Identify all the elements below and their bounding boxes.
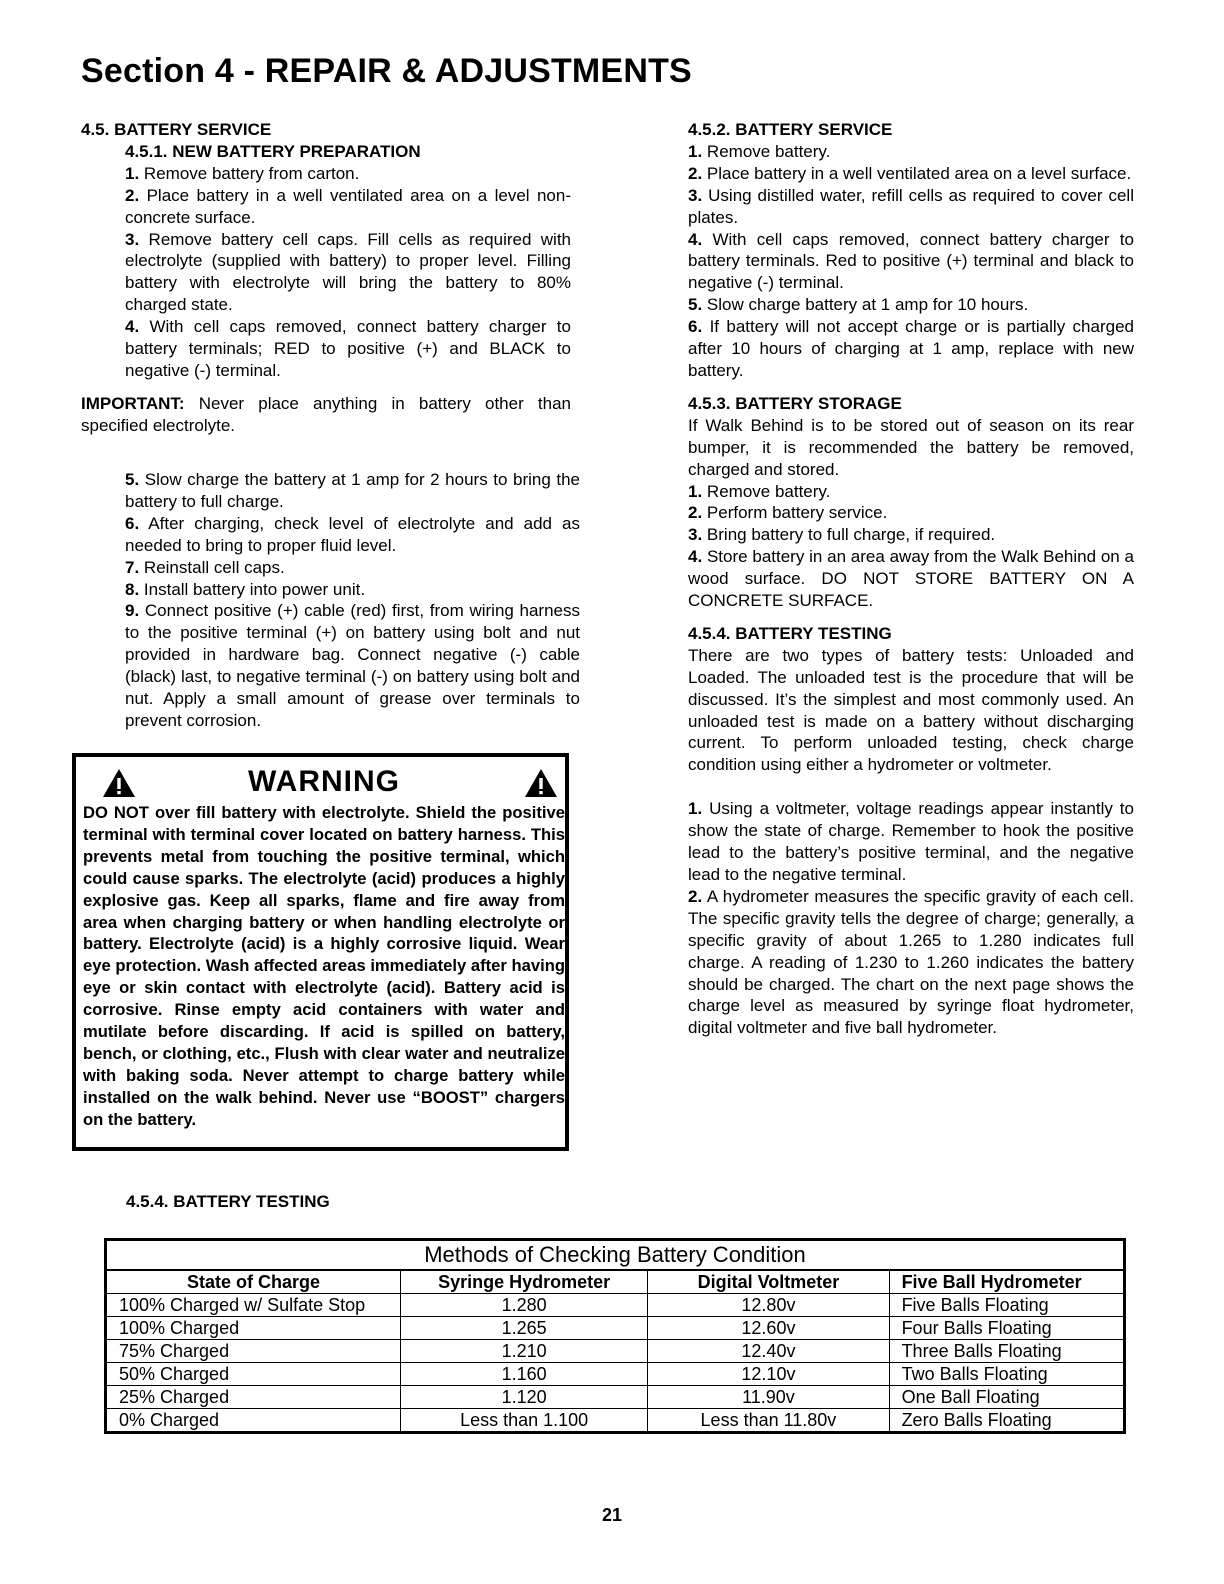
service-step-1: 1. Remove battery. (688, 141, 831, 161)
testing-step-1: 1. Using a voltmeter, voltage readings appear instantly to show the state of charge. Remember to hook the positive lead to the battery’s positive terminal, and the negative lead to the negative terminal. (688, 799, 1134, 884)
step-4: 4. With cell caps removed, connect battery charger to battery terminals; RED to positive (+) and BLACK to negative (-) terminal. (125, 317, 571, 380)
warning-box (72, 753, 569, 1151)
step-7: 7. Reinstall cell caps. (125, 557, 285, 577)
step-3: 3. Remove battery cell caps. Fill cells as required with electrolyte (supplied with battery) to proper level. Filling battery with electrolyte will bring the battery to 80% charged state. (125, 229, 571, 315)
important-note: IMPORTANT: Never place anything in battery other than specified electrolyte. (81, 393, 571, 435)
table-row: 25% Charged 1.120 11.90v One Ball Floating (106, 1386, 1125, 1409)
service-step-4: 4. With cell caps removed, connect battery charger to battery terminals. Red to positive (+) terminal and black to negative (-) terminal. (688, 229, 1134, 293)
page-number: 21 (601, 1505, 623, 1525)
storage-intro: If Walk Behind is to be stored out of season on its rear bumper, it is recommended the battery be removed, charged and stored. (688, 415, 1134, 479)
storage-step-4: 4. Store battery in an area away from the Walk Behind on a wood surface. DO NOT STORE BATTERY ON A CONCRETE SURFACE. (688, 547, 1134, 611)
table-row: 100% Charged 1.265 12.60v Four Balls Floating (106, 1317, 1125, 1340)
right-column (688, 119, 1134, 1039)
col-header-five-ball: Five Ball Hydrometer (889, 1270, 1124, 1294)
table-header-row (106, 1270, 1125, 1294)
step-5: 5. Slow charge the battery at 1 amp for 2 hours to bring the battery to full charge. (125, 470, 580, 511)
left-column (81, 119, 571, 437)
table-caption: 4.5.4. BATTERY TESTING (126, 1192, 330, 1211)
table-row: 0% Charged Less than 1.100 Less than 11.80v Zero Balls Floating (106, 1409, 1125, 1433)
heading-battery-storage: 4.5.3. BATTERY STORAGE (688, 393, 902, 413)
section-heading-battery-service: 4.5. BATTERY SERVICE (81, 120, 272, 139)
service-step-5: 5. Slow charge battery at 1 amp for 10 hours. (688, 295, 1029, 315)
warning-triangle-icon (523, 767, 559, 799)
warning-title: WARNING (248, 765, 400, 798)
warning-header (83, 761, 565, 803)
step-6: 6. After charging, check level of electrolyte and add as needed to bring to proper fluid level. (125, 513, 580, 555)
service-step-6: 6. If battery will not accept charge or is partially charged after 10 hours of charging at 1 amp, replace with new battery. (688, 317, 1134, 380)
step-1: 1. Remove battery from carton. (125, 163, 360, 183)
storage-step-1: 1. Remove battery. (688, 481, 831, 501)
step-8: 8. Install battery into power unit. (125, 579, 366, 599)
warning-text: DO NOT over fill battery with electrolyte. Shield the positive terminal with terminal cover located on battery harness. This prevents metal from touching the positive terminal, which could cause sparks. The electrolyte (acid) produces a highly explosive gas. Keep all sparks, flame and fire away from area when charging battery or when handling electrolyte or battery. Electrolyte (acid) is a highly corrosive liquid. Wear eye protection. Wash affected areas immediately after having eye or skin contact with electrolyte (acid). Battery acid is corrosive. Rinse empty acid containers with water and mutilate before discarding. If acid is spilled on battery, bench, or clothing, etc., Flush with clear water and neutralize with baking soda. Never attempt to charge battery while installed on the walk behind. Never use “BOOST” chargers on the battery. (83, 803, 565, 1129)
table-row: 100% Charged w/ Sulfate Stop 1.280 12.80v Five Balls Floating (106, 1294, 1125, 1317)
service-step-2: 2. Place battery in a well ventilated area on a level surface. (688, 163, 1132, 183)
step-2: 2. Place battery in a well ventilated area on a level non-concrete surface. (125, 185, 571, 227)
col-header-syringe: Syringe Hydrometer (401, 1270, 648, 1294)
storage-step-2: 2. Perform battery service. (688, 503, 888, 523)
battery-condition-table (104, 1238, 1126, 1434)
left-column-steps-continued (125, 469, 580, 732)
heading-battery-testing: 4.5.4. BATTERY TESTING (688, 623, 892, 643)
subheading-new-battery-preparation: 4.5.1. NEW BATTERY PREPARATION (125, 141, 421, 161)
page-title: Section 4 - REPAIR & ADJUSTMENTS (81, 52, 692, 90)
step-9: 9. Connect positive (+) cable (red) first, from wiring harness to the positive terminal (+) on battery using bolt and nut provided in hardware bag. Connect negative (-) cable (black) last, to negative terminal (-) on battery using bolt and nut. Apply a small amount of grease over terminals to prevent corrosion. (125, 601, 581, 730)
heading-battery-service: 4.5.2. BATTERY SERVICE (688, 120, 893, 139)
col-header-voltmeter: Digital Voltmeter (648, 1270, 889, 1294)
col-header-state: State of Charge (106, 1270, 401, 1294)
table-row: 50% Charged 1.160 12.10v Two Balls Floating (106, 1363, 1125, 1386)
new-battery-preparation (81, 141, 571, 382)
storage-step-3: 3. Bring battery to full charge, if required. (688, 525, 996, 545)
table-row: 75% Charged 1.210 12.40v Three Balls Floating (106, 1340, 1125, 1363)
table-title: Methods of Checking Battery Condition (106, 1240, 1125, 1271)
testing-step-2: 2. A hydrometer measures the specific gravity of each cell. The specific gravity tells the degree of charge; generally, a specific gravity of about 1.265 to 1.280 indicates full charge. A reading of 1.230 to 1.260 indicates the battery should be charged. The chart on the next page shows the charge level as measured by syringe float hydrometer, digital voltmeter and five ball hydrometer. (688, 886, 1134, 1038)
testing-intro: There are two types of battery tests: Unloaded and Loaded. The unloaded test is the procedure that will be discussed. It’s the simplest and most commonly used. An unloaded test is made on a battery without discharging current. To perform unloaded testing, check charge condition using either a hydrometer or voltmeter. (688, 645, 1134, 775)
service-step-3: 3. Using distilled water, refill cells as required to cover cell plates. (688, 185, 1134, 227)
important-label: IMPORTANT: (81, 393, 185, 413)
